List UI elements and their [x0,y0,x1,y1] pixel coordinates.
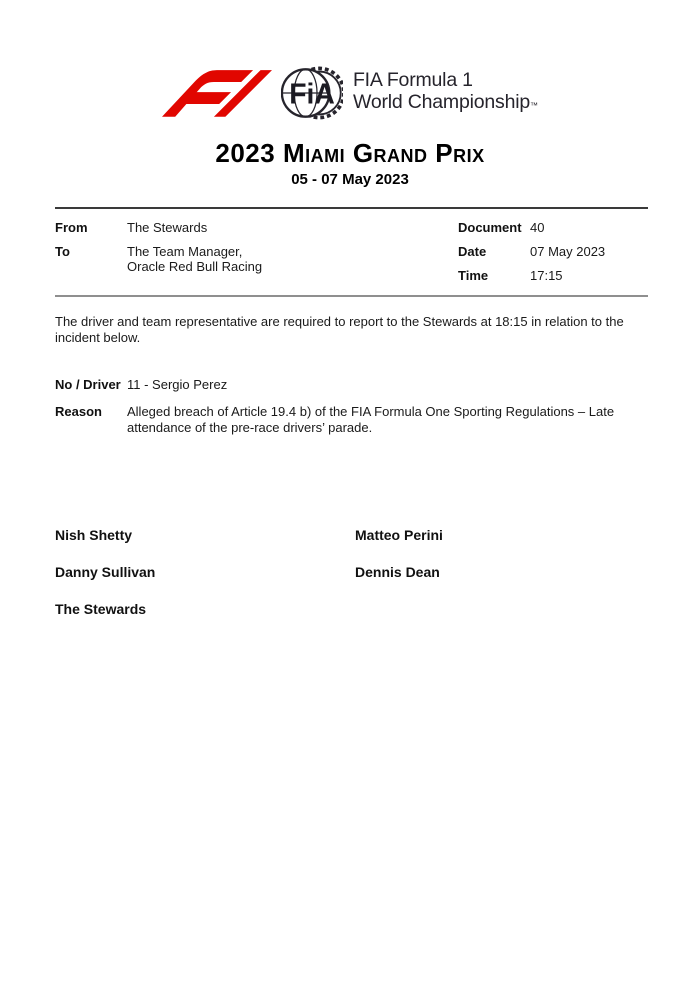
time-value: 17:15 [530,268,563,283]
logo-wordmark-line1: FIA Formula 1 [352,69,473,91]
document-value: 40 [530,220,545,235]
event-title: 2023 Miami Grand Prix [215,138,485,168]
meta-right-column [458,220,648,283]
signature-row-1 [55,527,648,543]
meta-row-document [458,220,648,235]
date-label: Date [458,244,487,259]
signature-matteo-perini: Matteo Perini [355,527,443,543]
meta-left-column [55,220,458,283]
date-value: 07 May 2023 [530,244,606,259]
fia-emblem-icon [281,62,343,124]
letterhead [0,62,700,124]
logo-wordmark-line2: World Championship™ [352,90,539,113]
fia-monogram: FiA [289,77,335,110]
time-label: Time [458,268,489,283]
summons-paragraph: The driver and team representative are required to report to the Stewards at 18:15 in relation to the incident below. [55,314,624,345]
meta-table [55,207,648,297]
document-label: Document [458,220,522,235]
to-value-line2: Oracle Red Bull Racing [127,259,263,274]
meta-row-date [458,244,648,259]
meta-row-from [55,220,458,235]
from-label: From [55,220,88,235]
to-label: To [55,244,70,259]
to-value [127,244,262,274]
event-dates: 05 - 07 May 2023 [291,171,409,188]
f1-logo-icon [162,69,272,117]
no-driver-value: 11 - Sergio Perez [127,377,228,392]
no-driver-label: No / Driver [55,377,121,392]
reason-value: Alleged breach of Article 19.4 b) of the FIA Formula One Sporting Regulations – Late attendance of the pre-race drivers’ parade. [127,404,615,435]
trademark-symbol: ™ [530,100,539,110]
to-value-line1: The Team Manager, [127,244,243,259]
reason-label: Reason [55,404,102,419]
meta-row-time [458,268,648,283]
signature-danny-sullivan: Danny Sullivan [55,564,156,580]
reason-row [55,404,643,436]
signatures-block [55,527,648,617]
no-driver-row [55,377,227,393]
meta-row-to [55,244,458,274]
logo-wordmark [350,70,538,116]
from-value: The Stewards [127,220,208,235]
signature-nish-shetty: Nish Shetty [55,527,133,543]
signature-row-2 [55,564,648,580]
signature-footer-stewards: The Stewards [55,601,147,617]
title-block [0,138,700,188]
signature-dennis-dean: Dennis Dean [355,564,440,580]
